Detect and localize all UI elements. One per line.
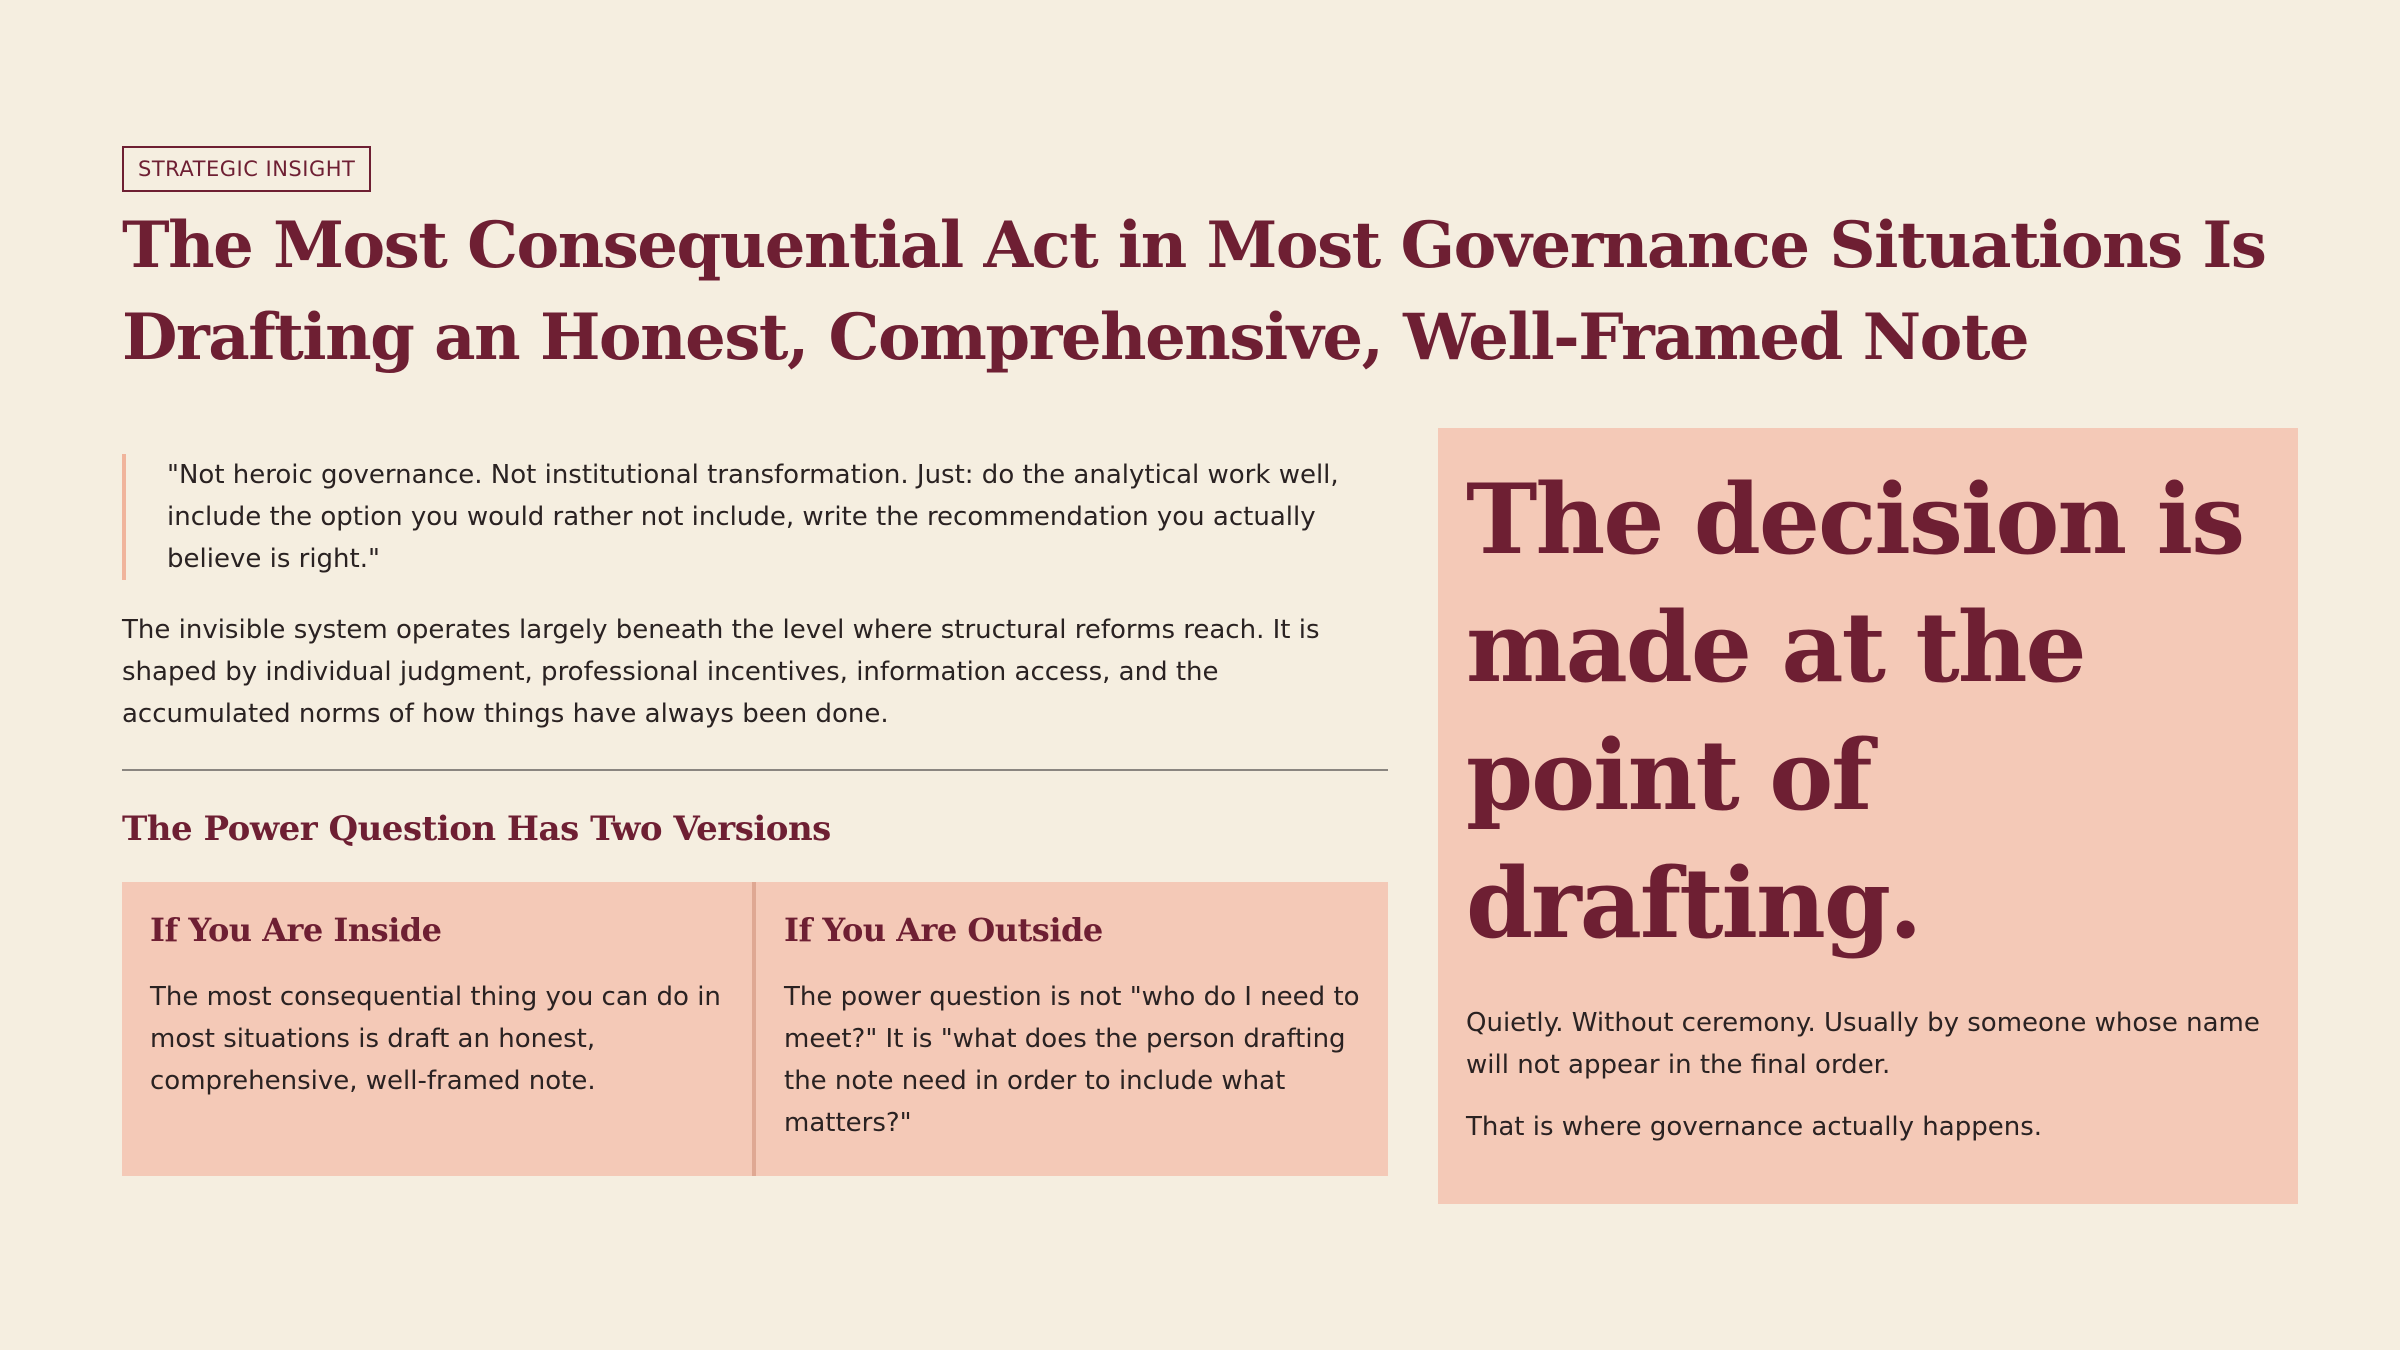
feature-text-1: Quietly. Without ceremony. Usually by someone whose name will not appear in the final order.: [1466, 1008, 2260, 1080]
feature-headline: The decision is made at the point of drafting.: [1466, 463, 2244, 960]
feature-panel: [1438, 428, 2298, 1204]
card-outside-text: The power question is not "who do I need to meet?" It is "what does the person drafting the note need in order to include what matters?": [784, 982, 1360, 1138]
card-outside-title: If You Are Outside: [784, 911, 1103, 949]
page-title: The Most Consequential Act in Most Governance Situations Is Drafting an Honest, Comprehensive, Well-Framed Note: [122, 208, 2266, 375]
card-inside-title: If You Are Inside: [150, 911, 442, 949]
card-inside: [122, 882, 756, 1176]
card-outside: [756, 882, 1388, 1176]
body-paragraph: The invisible system operates largely beneath the level where structural reforms reach. It is shaped by individual judgment, professional incentives, information access, and the accumulated norms of how things have always been done.: [122, 615, 1320, 729]
section-divider: [122, 769, 1388, 771]
card-inside-text: The most consequential thing you can do in most situations is draft an honest, comprehensive, well-framed note.: [150, 982, 721, 1096]
comparison-cards: [122, 882, 1388, 1176]
category-tag: STRATEGIC INSIGHT: [122, 146, 371, 192]
feature-text-2: That is where governance actually happens.: [1466, 1112, 2043, 1142]
pull-quote: "Not heroic governance. Not institutional transformation. Just: do the analytical work well, include the option you would rather not include, write the recommendation you actually believe is right.": [122, 454, 1357, 580]
section-heading: The Power Question Has Two Versions: [122, 809, 831, 849]
